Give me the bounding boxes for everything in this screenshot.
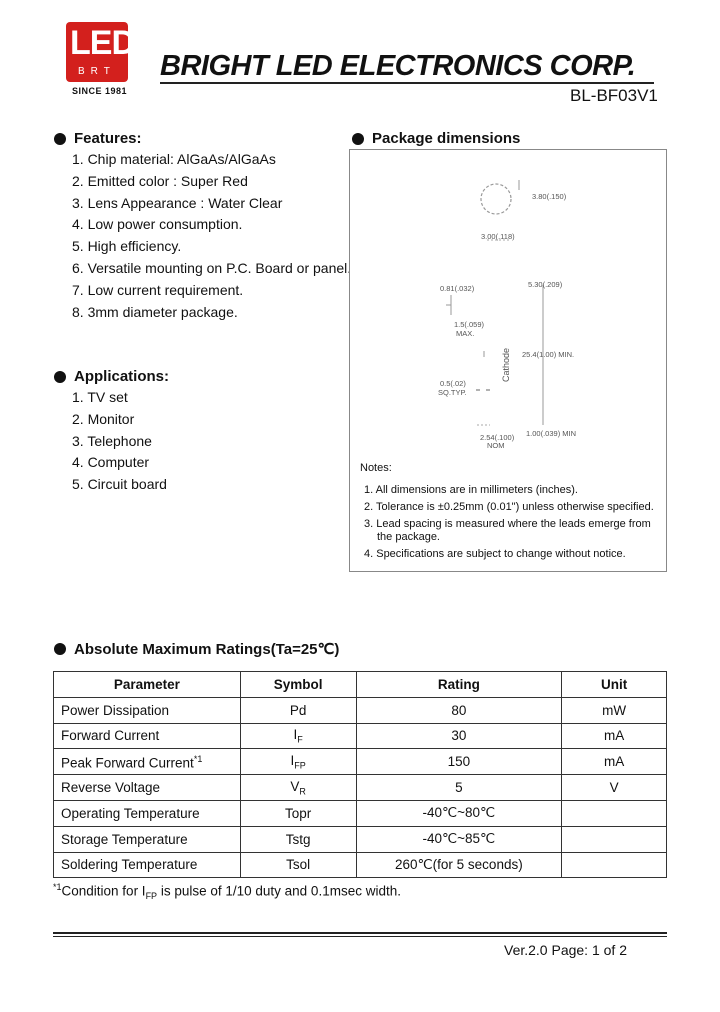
rating-cell: -40℃~80℃ [356, 800, 562, 826]
parameter-cell [54, 852, 241, 878]
dim-label: 3.80(.150) [532, 192, 567, 201]
model-number: BL-BF03V1 [570, 86, 658, 105]
ratings-title: Absolute Maximum Ratings(Ta=25℃) [74, 641, 340, 658]
column-header: Rating [356, 672, 562, 698]
company-logo [66, 22, 135, 84]
rating-cell: 80 [356, 697, 562, 723]
param-name: Soldering Temperature [61, 857, 198, 873]
rating-cell: 260℃(for 5 seconds) [356, 852, 562, 878]
symbol-subscript: F [297, 734, 303, 745]
symbol-text: Pd [289, 702, 307, 718]
footnote [53, 882, 401, 901]
list-item: 4. Low power consumption. [72, 216, 243, 233]
unit-cell: mA [562, 723, 667, 749]
footnote-subscript: FP [145, 891, 158, 902]
footnote-text: Condition for I [61, 883, 146, 899]
param-name: Forward Current [61, 728, 160, 744]
footer-divider [53, 936, 667, 937]
table-header-row [54, 672, 667, 698]
applications-list [72, 387, 167, 496]
package-title: Package dimensions [372, 130, 521, 147]
table-row [54, 723, 667, 749]
applications-title: Applications: [74, 368, 170, 385]
rating-cell: 5 [356, 775, 562, 801]
list-item: 1. TV set [72, 389, 128, 405]
unit-cell [562, 800, 667, 826]
symbol-text: V [290, 778, 300, 794]
list-item: 1. Chip material: AlGaAs/AlGaAs [72, 151, 276, 167]
list-item: 2. Tolerance is ±0.25mm (0.01") unless otherwise specified. [364, 501, 654, 513]
bullet-icon [352, 133, 364, 145]
symbol-text: Topr [284, 805, 312, 821]
unit-cell: mW [562, 697, 667, 723]
unit-cell: mA [562, 749, 667, 775]
param-name: Reverse Voltage [61, 780, 161, 796]
list-item: 3. Lead spacing is measured where the leads emerge from the package. [364, 518, 651, 543]
features-heading [54, 130, 142, 147]
dim-label: 3.00(.118) [481, 232, 515, 241]
bullet-icon [54, 371, 66, 383]
dim-label: 1.5(.059) [454, 320, 485, 329]
list-item: 5. High efficiency. [72, 238, 182, 255]
table-row [54, 852, 667, 878]
dim-label: 0.81(.032) [440, 284, 475, 293]
list-item: 3. Telephone [72, 432, 152, 449]
column-header: Symbol [240, 672, 356, 698]
parameter-cell [54, 697, 241, 723]
header-divider [160, 82, 654, 84]
list-item: 8. 3mm diameter package. [72, 303, 238, 320]
param-name: Power Dissipation [61, 702, 170, 718]
dim-label: 5.30(.209) [528, 280, 563, 289]
dim-label: 1.00(.039) MIN [526, 429, 577, 438]
notes-list [364, 484, 662, 565]
unit-cell [562, 852, 667, 878]
dim-label: 0.5(.02) [440, 379, 466, 388]
bullet-icon [54, 133, 66, 145]
footer-divider [53, 932, 667, 934]
ratings-heading [54, 640, 339, 658]
list-item: 7. Low current requirement. [72, 281, 244, 298]
features-title: Features: [74, 130, 142, 147]
column-header: Unit [562, 672, 667, 698]
symbol-text: I [293, 727, 298, 743]
symbol-subscript: FP [294, 760, 306, 771]
symbol-cell [240, 775, 356, 801]
column-header: Parameter [54, 672, 241, 698]
dim-label: 25.4(1.00) MIN. [522, 350, 575, 359]
logo-subtext: BRT [78, 66, 116, 77]
company-name: BRIGHT LED ELECTRONICS CORP. [160, 50, 636, 82]
list-item: 4. Specifications are subject to change without notice. [364, 548, 626, 560]
since-label: SINCE 1981 [72, 86, 128, 96]
parameter-cell [54, 723, 241, 749]
symbol-cell [240, 749, 356, 775]
rating-cell: -40℃~85℃ [356, 826, 562, 852]
table-row [54, 826, 667, 852]
footnote-ref: *1 [193, 753, 203, 764]
bullet-icon [54, 643, 66, 655]
package-drawing [350, 150, 666, 450]
param-name: Storage Temperature [61, 831, 188, 847]
list-item: 5. Circuit board [72, 476, 167, 493]
parameter-cell [54, 749, 241, 775]
notes-title: Notes: [360, 462, 392, 474]
list-item: 1. All dimensions are in millimeters (inches). [364, 484, 578, 496]
parameter-cell [54, 800, 241, 826]
table-row [54, 749, 667, 775]
dim-label: 2.54(.100) [480, 433, 515, 442]
symbol-text: Tsol [286, 857, 311, 873]
symbol-cell [240, 723, 356, 749]
features-list [72, 149, 351, 323]
applications-heading [54, 368, 169, 385]
cathode-label: Cathode [501, 347, 511, 382]
package-drawing-box [349, 149, 667, 572]
symbol-cell [240, 852, 356, 878]
table-row [54, 775, 667, 801]
rating-cell: 30 [356, 723, 562, 749]
footnote-mark: *1 [53, 882, 62, 892]
list-item: 2. Monitor [72, 410, 135, 427]
table-row [54, 697, 667, 723]
symbol-cell [240, 697, 356, 723]
ratings-table [53, 671, 667, 878]
list-item: 3. Lens Appearance : Water Clear [72, 194, 283, 211]
logo-text: LED [70, 24, 135, 62]
list-item: 6. Versatile mounting on P.C. Board or panel. [72, 259, 352, 276]
list-item: 4. Computer [72, 454, 150, 471]
param-name: Peak Forward Current [61, 755, 194, 771]
page-info: Ver.2.0 Page: 1 of 2 [504, 942, 627, 958]
rating-cell: 150 [356, 749, 562, 775]
table-row [54, 800, 667, 826]
dim-label: NOM [487, 441, 505, 450]
parameter-cell [54, 775, 241, 801]
param-name: Operating Temperature [61, 805, 200, 821]
list-item: 2. Emitted color : Super Red [72, 172, 248, 189]
symbol-subscript: R [299, 786, 306, 797]
footnote-text: is pulse of 1/10 duty and 0.1msec width. [157, 883, 401, 899]
symbol-cell [240, 800, 356, 826]
unit-cell: V [562, 775, 667, 801]
symbol-cell [240, 826, 356, 852]
parameter-cell [54, 826, 241, 852]
dim-label: MAX. [456, 329, 475, 338]
dim-label: SQ.TYP. [438, 388, 467, 397]
symbol-text: Tstg [285, 831, 311, 847]
unit-cell [562, 826, 667, 852]
symbol-text: I [290, 752, 295, 768]
package-heading [352, 130, 520, 147]
